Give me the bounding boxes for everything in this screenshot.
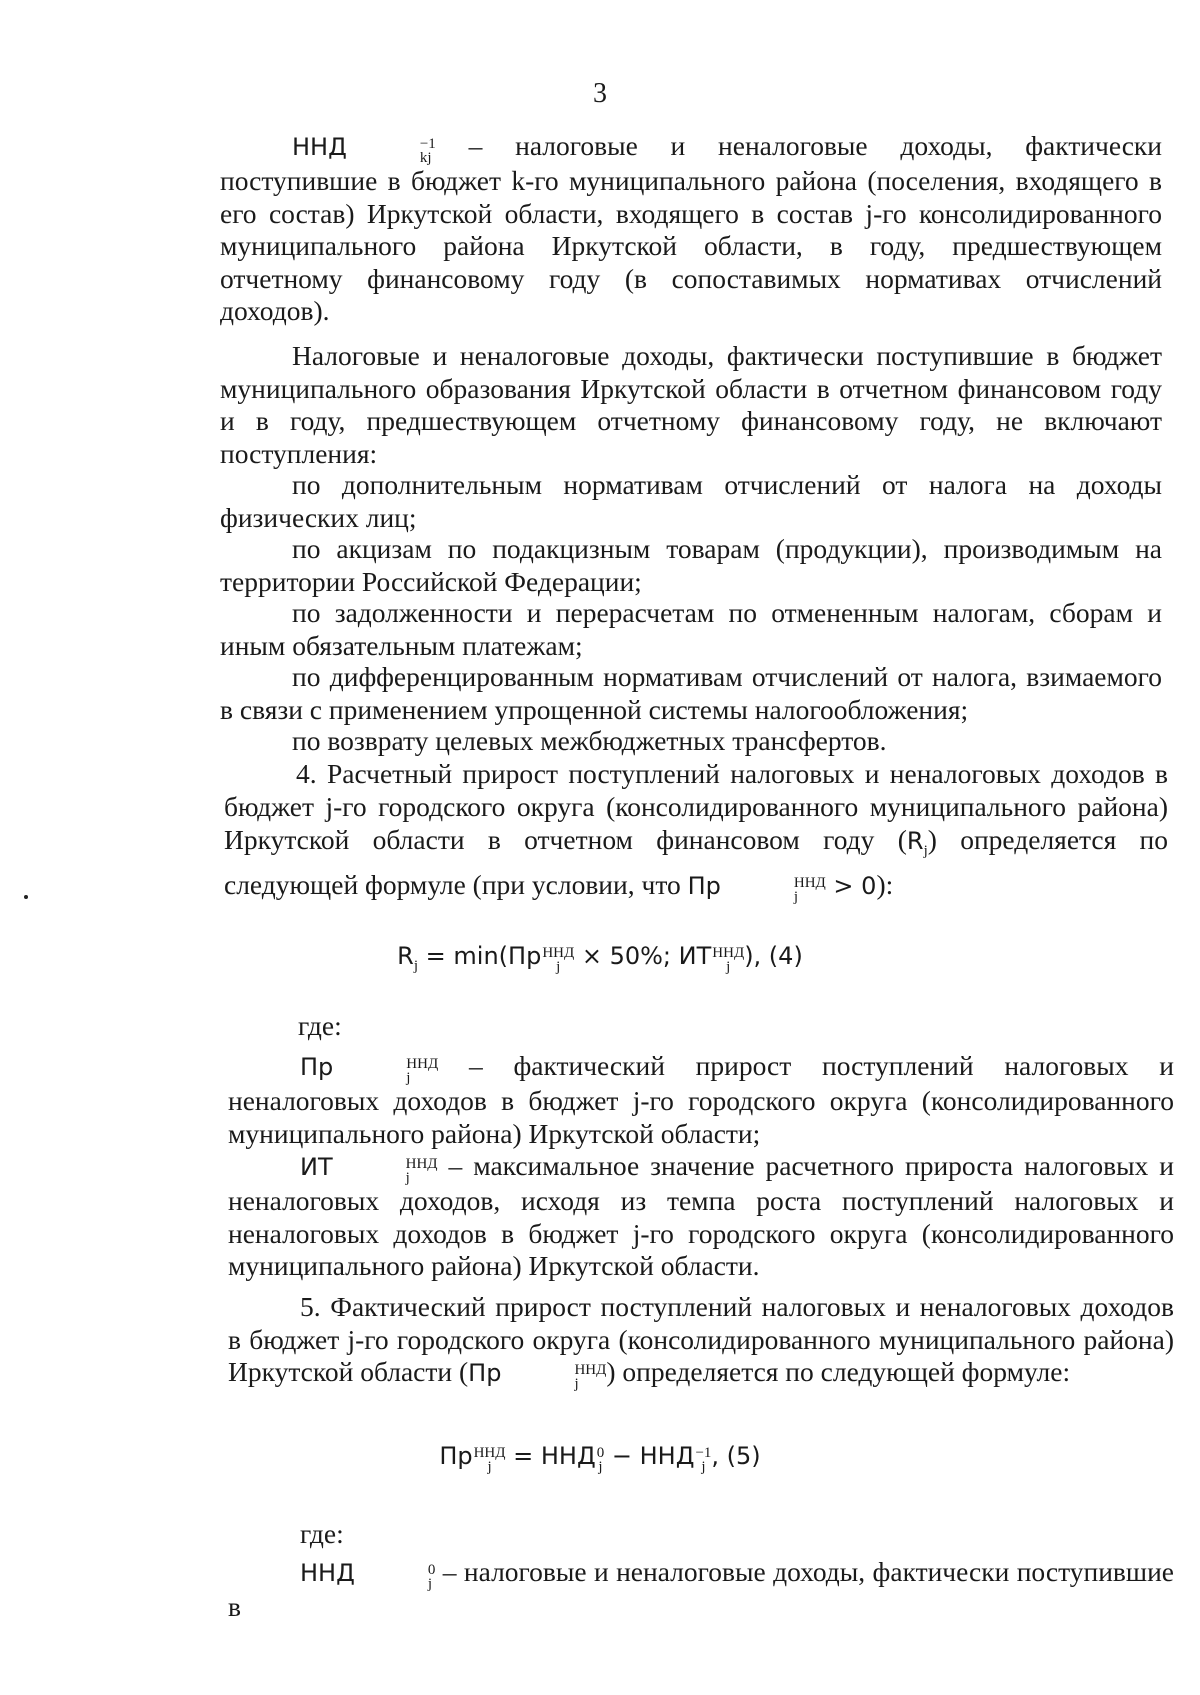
paragraph-4: 4. Расчетный прирост поступлений налоговых и неналоговых доходов в бюджет j-го городского округа (консолидированного муниципального района) Иркутской области в отчетном финансовом году $(R_j)$ определяется по следующей формуле (при условии, что Пр ННД j > 0): <box>224 758 1169 905</box>
subscript: kj <box>419 150 432 166</box>
definition-pr-nnd: Пр ННД j – фактический прирост поступлений налоговых и неналоговых доходов в бюджет j-го городского округа (консолидированного муниципального района) Иркутской области; <box>228 1050 1174 1149</box>
where-label: где: <box>298 1010 342 1041</box>
symbol-nnd: ННД <box>292 133 347 161</box>
superscript: −1 <box>419 136 436 152</box>
list-item: по дополнительным нормативам отчислений от налога на доходы физических лиц; <box>220 469 1162 533</box>
formula-4: $R_j = \min(Пр$ ННД j × 50%; ИТ ННД j ), (4) <box>397 942 803 975</box>
list-item: по возврату целевых межбюджетных трансфертов. <box>292 725 887 756</box>
page-number: 3 <box>593 78 607 109</box>
where-label: где: <box>300 1518 344 1549</box>
paragraph-5: 5. Фактический прирост поступлений налоговых и неналоговых доходов в бюджет j-го городского округа (консолидированного муниципального района) Иркутской области (Пр ННД j ) определяется по следующей формуле: <box>228 1291 1174 1392</box>
list-item: по задолженности и перерасчетам по отмененным налогам, сборам и иным обязательным платежам; <box>220 597 1162 661</box>
definition-nnd-j-0: ННД 0 j – налоговые и неналоговые доходы, фактически поступившие в <box>228 1556 1174 1622</box>
paragraph-exclusions-intro: Налоговые и неналоговые доходы, фактически поступившие в бюджет муниципального образования Иркутской области в отчетном финансовом году и в году, предшествующем отчетному финансовому году, не включают поступления: <box>220 340 1162 469</box>
formula-5: Пр ННД j = ННД 0 j − ННД −1 j , (5) <box>439 1442 761 1475</box>
definition-text: – налоговые и неналоговые доходы, фактически поступившие в бюджет k-го муниципального района (поселения, входящего в его состав) Иркутской области, входящего в состав j-го консолидированного муниципального района Иркутской области, в году, предшествующем отчетному финансовому году (в сопоставимых нормативах отчислений доходов). <box>220 130 1162 326</box>
scan-mark <box>24 895 28 899</box>
definition-nnd-kj <box>220 130 1162 328</box>
definition-it-nnd: ИТ ННД j – максимальное значение расчетного прироста налоговых и неналоговых доходов, исходя из темпа роста поступлений налоговых и неналоговых доходов в бюджет j-го городского округа (консолидированного муниципального района) Иркутской области. <box>228 1150 1174 1281</box>
list-item: по акцизам по подакцизным товарам (продукции), производимым на территории Российской Федерации; <box>220 533 1162 597</box>
list-item: по дифференцированным нормативам отчислений от налога, взимаемого в связи с применением упрощенной системы налогообложения; <box>220 661 1162 725</box>
